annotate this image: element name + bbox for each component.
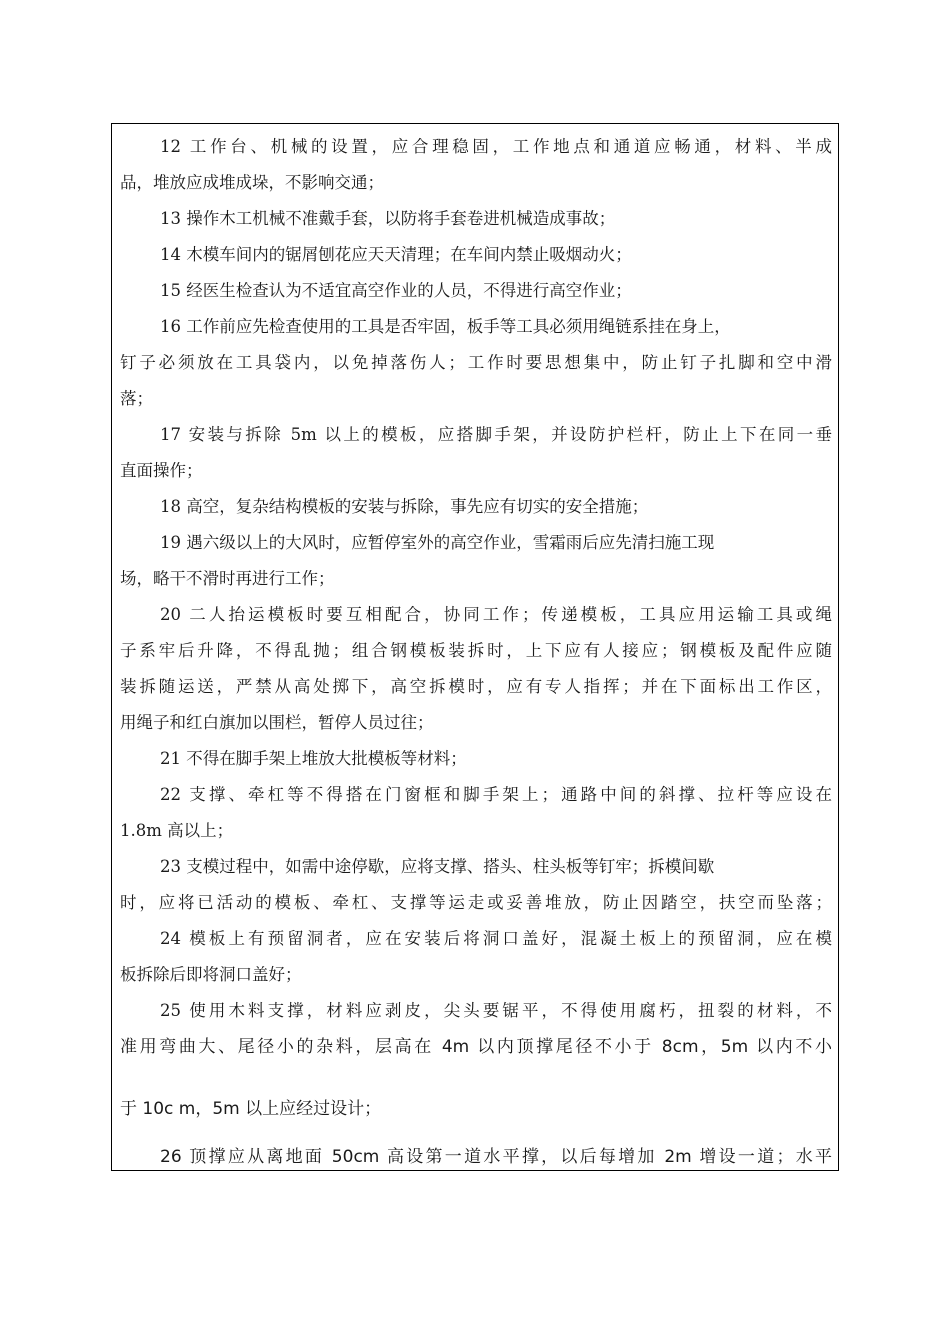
list-item-14-line-1: 14 木模车间内的锯屑刨花应天天清理；在车间内禁止吸烟动火；	[160, 245, 632, 264]
list-item-25-line-2: 准用弯曲大、尾径小的杂料，层高在 4m 以内顶撑尾径不小于 8cm，5m 以内不小	[120, 1037, 832, 1057]
list-item-22-line-2: 1.8m 高以上；	[120, 821, 234, 840]
list-item-16-line-1: 16 工作前应先检查使用的工具是否牢固，板手等工具必须用绳链系挂在身上，	[160, 317, 731, 336]
list-item-26-line-1: 26 顶撑应从离地面 50cm 高设第一道水平撑，以后每增加 2m 增设一道；水平	[160, 1147, 832, 1167]
list-item-12-line-2: 品，堆放应成堆成垛，不影响交通；	[120, 173, 384, 192]
list-item-19-line-1: 19 遇六级以上的大风时，应暂停室外的高空作业，雪霜雨后应先清扫施工现	[160, 533, 715, 552]
list-item-12-line-1: 12 工作台、机械的设置，应合理稳固，工作地点和通道应畅通，材料、半成	[160, 137, 832, 156]
list-item-19-line-2: 场，略干不滑时再进行工作；	[120, 569, 335, 588]
list-item-21-line-1: 21 不得在脚手架上堆放大批模板等材料；	[160, 749, 467, 768]
list-item-22-line-1: 22 支撑、牵杠等不得搭在门窗框和脚手架上；通路中间的斜撑、拉杆等应设在	[160, 785, 832, 804]
list-item-20-line-4: 用绳子和红白旗加以围栏，暂停人员过往；	[120, 713, 434, 732]
list-item-16-line-2: 钉子必须放在工具袋内，以免掉落伤人；工作时要思想集中，防止钉子扎脚和空中滑	[120, 353, 832, 372]
list-item-16-line-3: 落；	[120, 389, 153, 408]
list-item-17-line-2: 直面操作；	[120, 461, 203, 480]
list-item-20-line-2: 子系牢后升降，不得乱抛；组合钢模板装拆时，上下应有人接应；钢模板及配件应随	[120, 641, 832, 660]
list-item-18-line-1: 18 高空，复杂结构模板的安装与拆除，事先应有切实的安全措施；	[160, 497, 649, 516]
list-item-15-line-1: 15 经医生检查认为不适宜高空作业的人员，不得进行高空作业；	[160, 281, 632, 300]
list-item-25-line-1: 25 使用木料支撑，材料应剥皮，尖头要锯平，不得使用腐朽，扭裂的材料，不	[160, 1001, 832, 1020]
list-item-24-line-1: 24 模板上有预留洞者，应在安装后将洞口盖好，混凝土板上的预留洞，应在模	[160, 929, 832, 948]
list-item-20-line-1: 20 二人抬运模板时要互相配合，协同工作；传递模板，工具应用运输工具或绳	[160, 605, 832, 624]
list-item-23-line-1: 23 支模过程中，如需中途停歇，应将支撑、搭头、柱头板等钉牢；拆模间歇	[160, 857, 715, 876]
list-item-20-line-3: 装拆随运送，严禁从高处掷下，高空拆模时，应有专人指挥；并在下面标出工作区，	[120, 677, 832, 696]
list-item-17-line-1: 17 安装与拆除 5m 以上的模板，应搭脚手架，并设防护栏杆，防止上下在同一垂	[160, 425, 832, 444]
content-table	[111, 123, 839, 1171]
list-item-25-line-3: 于 10c m，5m 以上应经过设计；	[120, 1099, 382, 1119]
list-item-13-line-1: 13 操作木工机械不准戴手套，以防将手套卷进机械造成事故；	[160, 209, 616, 228]
list-item-23-line-2: 时，应将已活动的模板、牵杠、支撑等运走或妥善堆放，防止因踏空，扶空而坠落；	[120, 893, 832, 912]
list-item-24-line-2: 板拆除后即将洞口盖好；	[120, 965, 302, 984]
